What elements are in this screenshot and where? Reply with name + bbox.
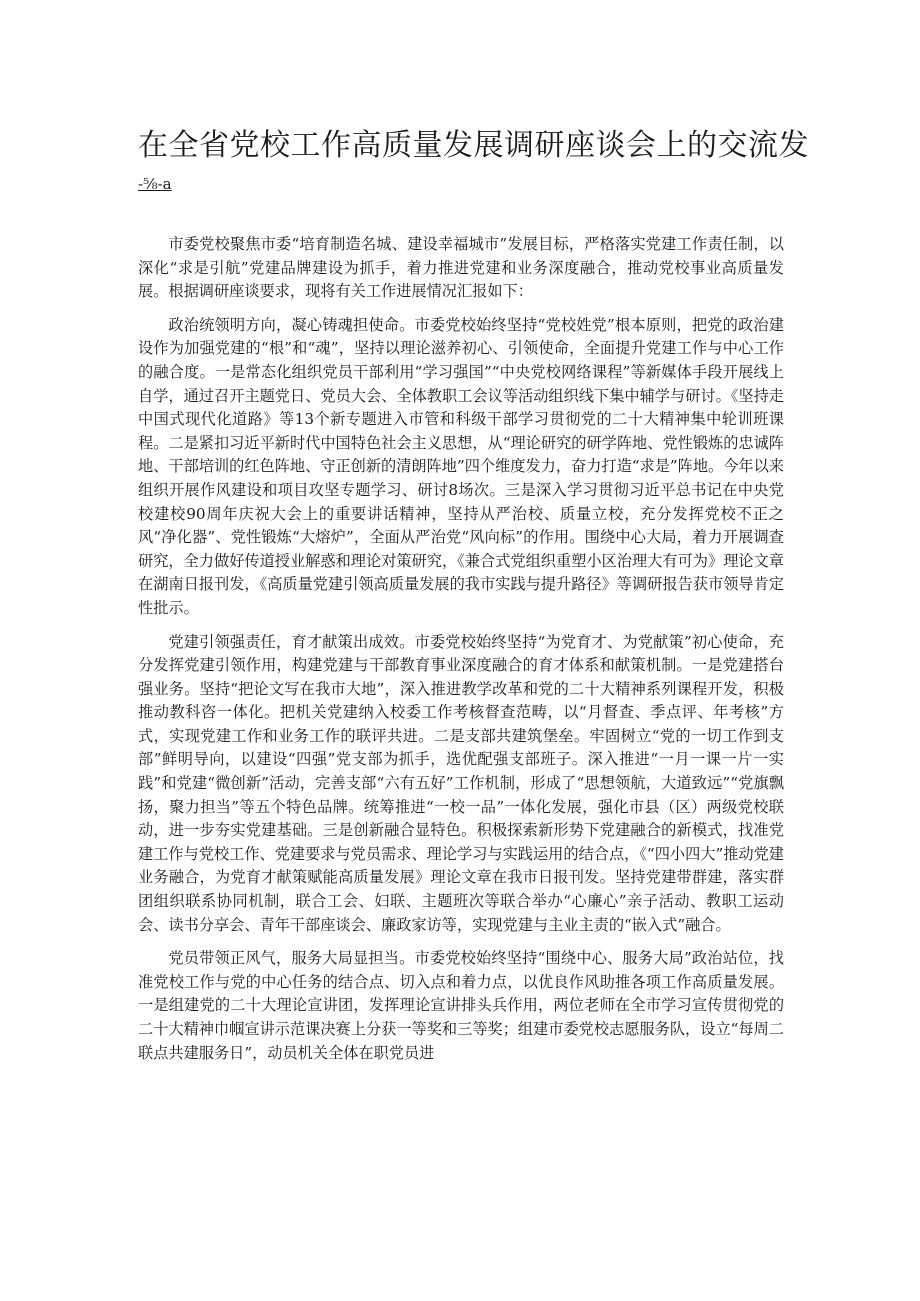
body-paragraph: 市委党校聚焦市委“培育制造名城、建设幸福城市”发展目标，严格落实党建工作责任制，以深化“求是引航”党建品牌建设为抓手，着力推进党建和业务深度融合，推动党校事业高质量发展。根据调研座谈要求，现将有关工作进展情况汇报如下： xyxy=(138,235,784,301)
document-title: 在全省党校工作高质量发展调研座谈会上的交流发 xyxy=(138,128,809,163)
body-paragraph: 党建引领强责任，育才献策出成效。市委党校始终坚持“为党育才、为党献策”初心使命，充分发挥党建引领作用，构建党建与干部教育事业深度融合的育才体系和献策机制。一是党建搭台强业务。坚持“把论文写在我市大地”，深入推进教学改革和党的二十大精神系列课程开发，积极推动教科咨一体化。把机关党建纳入校委工作考核督查范畴，以“月督查、季点评、年考核”方式，实现党建工作和业务工作的联评共进。二是支部共建筑堡垒。牢固树立“党的一切工作到支部”鲜明导向，以建设“四强”党支部为抓手，选优配强支部班子。深入推进“一月一课一片一实践”和党建“微创新”活动，完善支部“六有五好”工作机制，形成了“思想领航，大道致远”“党旗飘扬，聚力担当”等五个特色品牌。统筹推进“一校一品”一体化发展，强化市县（区）两级党校联动，进一步夯实党建基础。三是创新融合显特色。积极探索新形势下党建融合的新模式，找准党建工作与党校工作、党建要求与党员需求、理论学习与实践运用的结合点，《“四小四大”推动党建业务融合，为党育才献策赋能高质量发展》理论文章在我市日报刊发。坚持党建带群建，落实群团组织联系协同机制，联合工会、妇联、主题班次等联合举办“心廉心”亲子活动、教职工运动会、读书分享会、青年干部座谈会、廉政家访等，实现党建与主业主责的“嵌入式”融合。 xyxy=(138,632,784,934)
body-paragraph: 党员带领正风气，服务大局显担当。市委党校始终坚持“围绕中心、服务大局”政治站位，找准党校工作与党的中心任务的结合点、切入点和着力点，以优良作风助推各项工作高质量发展。一是组建党的二十大理论宣讲团，发挥理论宣讲排头兵作用，两位老师在全市学习宣传贯彻党的二十大精神巾帼宣讲示范课决赛上分获一等奖和三等奖；组建市委党校志愿服务队，设立“每周二联点共建服务日”，动员机关全体在职党员进 xyxy=(138,949,784,1062)
body-paragraph: 政治统领明方向，凝心铸魂担使命。市委党校始终坚持“党校姓党”根本原则，把党的政治建设作为加强党建的“根”和“魂”，坚持以理论滋养初心、引领使命，全面提升党建工作与中心工作的融合度。一是常态化组织党员干部利用“学习强国”“中央党校网络课程”等新媒体手段开展线上自学，通过召开主题党日、党员大会、全体教职工会议等活动组织线下集中辅学与研讨。《坚持走中国式现代化道路》等13个新专题进入市管和科级干部学习贯彻党的二十大精神集中轮训班课程。二是紧扣习近平新时代中国特色社会主义思想，从“理论研究的研学阵地、党性锻炼的忠诚阵地、干部培训的红色阵地、守正创新的清朗阵地”四个维度发力，奋力打造“求是”阵地。今年以来组织开展作风建设和项目攻坚专题学习、研讨8场次。三是深入学习贯彻习近平总书记在中央党校建校90周年庆祝大会上的重要讲话精神，坚持从严治校、质量立校，充分发挥党校不正之风“净化器”、党性锻炼“大熔炉”，全面从严治党“风向标”的作用。围绕中心大局，着力开展调查研究，全力做好传道授业解惑和理论对策研究，《兼合式党组织重塑小区治理大有可为》理论文章在湖南日报刊发，《高质量党建引领高质量发展的我市实践与提升路径》等调研报告获市领导肯定性批示。 xyxy=(138,315,784,617)
document-title-tail: -⅝-a xyxy=(138,175,172,193)
document-body xyxy=(138,233,784,1075)
